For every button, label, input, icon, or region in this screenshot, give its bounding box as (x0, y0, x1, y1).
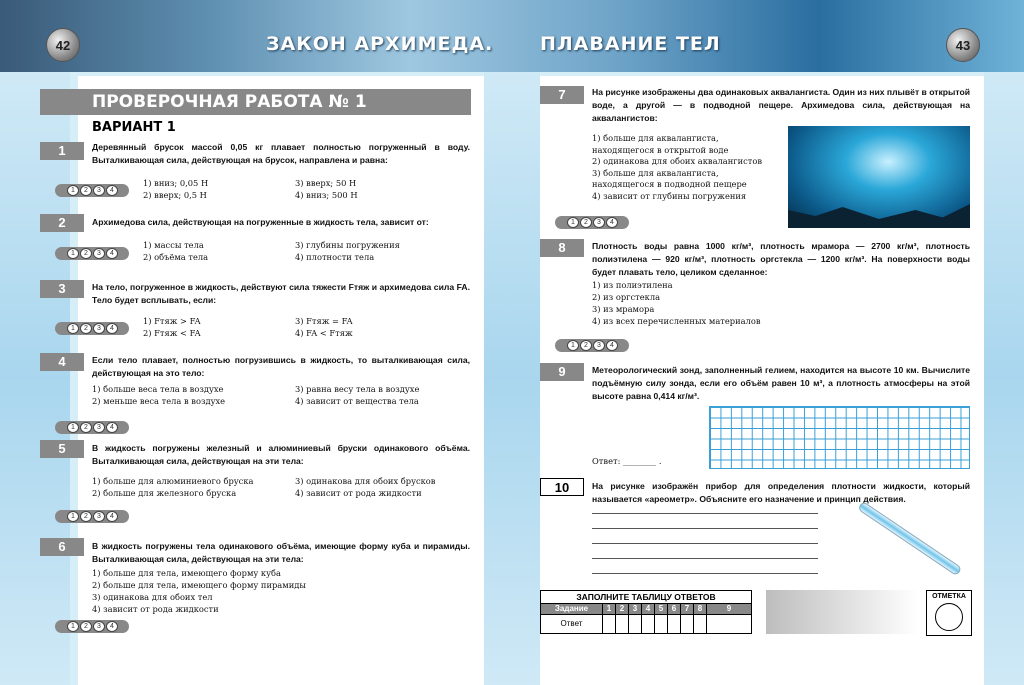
gradient-box (766, 590, 918, 634)
option: 3) глубины погружения (295, 240, 400, 250)
table-cell: 4 (642, 604, 655, 614)
scuba-divers-photo (788, 126, 970, 228)
option: 1) больше для тела, имеющего форму куба (92, 568, 281, 578)
answer-selector[interactable] (55, 620, 129, 633)
option: 3) равна весу тела в воздухе (295, 384, 420, 394)
option: 2) больше для железного бруска (92, 488, 237, 498)
option-circle[interactable]: 4 (106, 422, 118, 433)
option-circle[interactable]: 2 (80, 248, 92, 259)
option-circle[interactable]: 2 (80, 422, 92, 433)
question-text: На рисунке изображены два одинаковых аквалангиста. Один из них плывёт в открытой воде, а другой — в подводной пещере. Архимедова сила, действующая на аквалангистов: (592, 87, 970, 123)
option: 2) объёма тела (143, 252, 209, 262)
table-cell: 9 (726, 604, 732, 613)
answer-selector[interactable] (55, 510, 129, 523)
variant-label: ВАРИАНТ 1 (92, 120, 176, 135)
option: 1) Fтяж > FA (143, 316, 201, 326)
options-block (592, 133, 782, 202)
table-cell: 8 (694, 604, 707, 614)
option: 1) больше для аквалангиста, находящегося в открытой воде (592, 133, 729, 155)
option-circle[interactable]: 3 (93, 248, 105, 259)
answer-cell[interactable] (603, 615, 616, 633)
header-banner (0, 0, 1024, 72)
question-number: 8 (540, 239, 584, 257)
question-number: 9 (540, 363, 584, 381)
option: 3) из мрамора (592, 304, 655, 314)
option-circle[interactable]: 3 (93, 185, 105, 196)
question-number: 7 (540, 86, 584, 104)
option-circle[interactable]: 1 (67, 422, 79, 433)
option: 2) меньше веса тела в воздухе (92, 396, 226, 406)
page-number-left: 42 (46, 28, 80, 62)
option-circle[interactable]: 1 (67, 621, 79, 632)
answer-selector[interactable] (55, 421, 129, 434)
question-number: 2 (40, 214, 84, 232)
option: 2) больше для тела, имеющего форму пирамиды (92, 580, 306, 590)
option-circle[interactable]: 2 (580, 340, 592, 351)
option-circle[interactable]: 1 (67, 511, 79, 522)
table-cell: 3 (629, 604, 642, 614)
option-circle[interactable]: 2 (80, 323, 92, 334)
option: 4) зависит от рода жидкости (295, 488, 422, 498)
answer-line[interactable] (592, 528, 818, 529)
question-number: 6 (40, 538, 84, 556)
option: 3) вверх; 50 Н (295, 178, 357, 188)
option-circle[interactable]: 4 (106, 248, 118, 259)
option-circle[interactable]: 4 (606, 217, 618, 228)
question-number: 3 (40, 280, 84, 298)
right-margin-decoration (984, 72, 1024, 685)
chapter-title-left: ЗАКОН АРХИМЕДА. (266, 33, 494, 55)
option: 2) из оргстекла (592, 292, 661, 302)
option: 3) одинакова для обоих тел (92, 592, 213, 602)
option-circle[interactable]: 2 (580, 217, 592, 228)
option: 3) Fтяж = FA (295, 316, 353, 326)
answer-line[interactable] (592, 513, 818, 514)
question-text: Деревянный брусок массой 0,05 кг плавает полностью погруженный в воду. Выталкивающая сила, действующая на брусок, направлена и равна: (92, 142, 470, 165)
question-text: Плотность воды равна 1000 кг/м³, плотность мрамора — 2700 кг/м³, плотность полиэтилена — 920 кг/м³, плотность оргстекла — 1200 кг/м³. На поверхности воды будет плавать тело, целиком сделанное: (592, 241, 970, 277)
option-circle[interactable]: 3 (93, 511, 105, 522)
answer-field[interactable]: Ответ: ________ . (592, 456, 662, 466)
answer-cell[interactable] (642, 615, 655, 633)
answer-table (540, 590, 752, 634)
answer-table-title: ЗАПОЛНИТЕ ТАБЛИЦУ ОТВЕТОВ (541, 591, 751, 604)
question-number: 10 (540, 478, 584, 496)
answer-cell[interactable] (655, 615, 668, 633)
option-circle[interactable]: 1 (67, 323, 79, 334)
option: 1) больше веса тела в воздухе (92, 384, 224, 394)
option: 2) Fтяж < FA (143, 328, 201, 338)
option-circle[interactable]: 1 (67, 248, 79, 259)
option-circle[interactable]: 2 (80, 185, 92, 196)
page-number-right: 43 (946, 28, 980, 62)
answer-cell[interactable] (668, 615, 681, 633)
answer-cell[interactable] (629, 615, 642, 633)
question-text: Если тело плавает, полностью погрузившись в жидкость, то выталкивающая сила, действующая на это тело: (92, 355, 470, 378)
table-cell: 1 (603, 604, 616, 614)
option: 4) вниз; 500 Н (295, 190, 358, 200)
table-cell: 2 (616, 604, 629, 614)
answer-grid[interactable] (709, 406, 970, 469)
option-circle[interactable]: 3 (593, 217, 605, 228)
grade-box[interactable] (926, 590, 972, 636)
table-cell: 6 (668, 604, 681, 614)
option: 4) FA < Fтяж (295, 328, 353, 338)
option-circle[interactable]: 2 (80, 511, 92, 522)
grade-label: ОТМЕТКА (932, 593, 966, 600)
page-title: ПРОВЕРОЧНАЯ РАБОТА № 1 (40, 89, 471, 115)
option: 4) из всех перечисленных материалов (592, 316, 761, 326)
option: 1) больше для алюминиевого бруска (92, 476, 254, 486)
question-number: 1 (40, 142, 84, 160)
table-cell: 7 (681, 604, 694, 614)
option-circle[interactable]: 4 (606, 340, 618, 351)
option: 1) вниз; 0,05 Н (143, 178, 209, 188)
answer-line[interactable] (592, 573, 818, 574)
option: 4) зависит от глубины погружения (592, 190, 747, 201)
question-number: 4 (40, 353, 84, 371)
answer-selector[interactable] (555, 216, 629, 229)
answer-selector[interactable] (55, 247, 129, 260)
option-circle[interactable]: 4 (106, 511, 118, 522)
answer-line[interactable] (592, 558, 818, 559)
table-cell: 5 (655, 604, 668, 614)
option: 4) плотности тела (295, 252, 375, 262)
grade-circle[interactable] (935, 603, 963, 631)
table-header-answer: Ответ (541, 615, 603, 633)
question-text: На рисунке изображён прибор для определения плотности жидкости, который называется «ареометр». Объясните его назначение и принцип действия. (592, 481, 970, 504)
option: 3) одинакова для обоих брусков (295, 476, 436, 486)
question-text: В жидкость погружены тела одинакового объёма, имеющие форму куба и пирамиды. Выталкивающая сила, действующая на эти тела: (92, 541, 470, 564)
answer-cell[interactable] (694, 615, 707, 633)
center-gutter (484, 72, 540, 685)
answer-selector[interactable] (555, 339, 629, 352)
option: 4) зависит от рода жидкости (92, 604, 219, 614)
option: 1) из полиэтилена (592, 280, 673, 290)
option-circle[interactable]: 4 (106, 323, 118, 334)
option: 4) зависит от вещества тела (295, 396, 419, 406)
option-circle[interactable]: 3 (93, 621, 105, 632)
question-number: 5 (40, 440, 84, 458)
option-circle[interactable]: 2 (80, 621, 92, 632)
answer-selector[interactable] (55, 184, 129, 197)
option-circle[interactable]: 4 (106, 185, 118, 196)
option-circle[interactable]: 1 (567, 217, 579, 228)
option: 2) вверх; 0,5 Н (143, 190, 207, 200)
answer-selector[interactable] (55, 322, 129, 335)
table-header-task: Задание (541, 604, 603, 614)
option: 2) одинакова для обоих аквалангистов (592, 156, 763, 166)
option-circle[interactable]: 3 (93, 323, 105, 334)
question-text: Архимедова сила, действующая на погруженные в жидкость тела, зависит от: (92, 217, 429, 227)
question-text: Метеорологический зонд, заполненный гелием, находится на высоте 10 км. Вычислите подъёмную силу зонда, если его объём равен 10 м³, а плотность атмосферы на этой высоте равна 0,414 кг/м³. (592, 365, 970, 401)
answer-cell[interactable] (681, 615, 694, 633)
option-circle[interactable]: 1 (567, 340, 579, 351)
option-circle[interactable]: 3 (93, 422, 105, 433)
left-margin-decoration (0, 72, 70, 685)
option-circle[interactable]: 1 (67, 185, 79, 196)
option: 1) массы тела (143, 240, 204, 250)
answer-line[interactable] (592, 543, 818, 544)
question-text: В жидкость погружены железный и алюминиевый бруски одинакового объёма. Выталкивающая сила, действующая на эти тела: (92, 443, 470, 466)
answer-cell[interactable] (707, 615, 751, 633)
option-circle[interactable]: 3 (593, 340, 605, 351)
chapter-title-right: ПЛАВАНИЕ ТЕЛ (540, 33, 721, 55)
question-text: На тело, погруженное в жидкость, действуют сила тяжести Fтяж и архимедова сила FA. Тело будет всплывать, если: (92, 282, 470, 305)
option: 3) больше для аквалангиста, находящегося в подводной пещере (592, 167, 747, 189)
option-circle[interactable]: 4 (106, 621, 118, 632)
answer-cell[interactable] (616, 615, 629, 633)
